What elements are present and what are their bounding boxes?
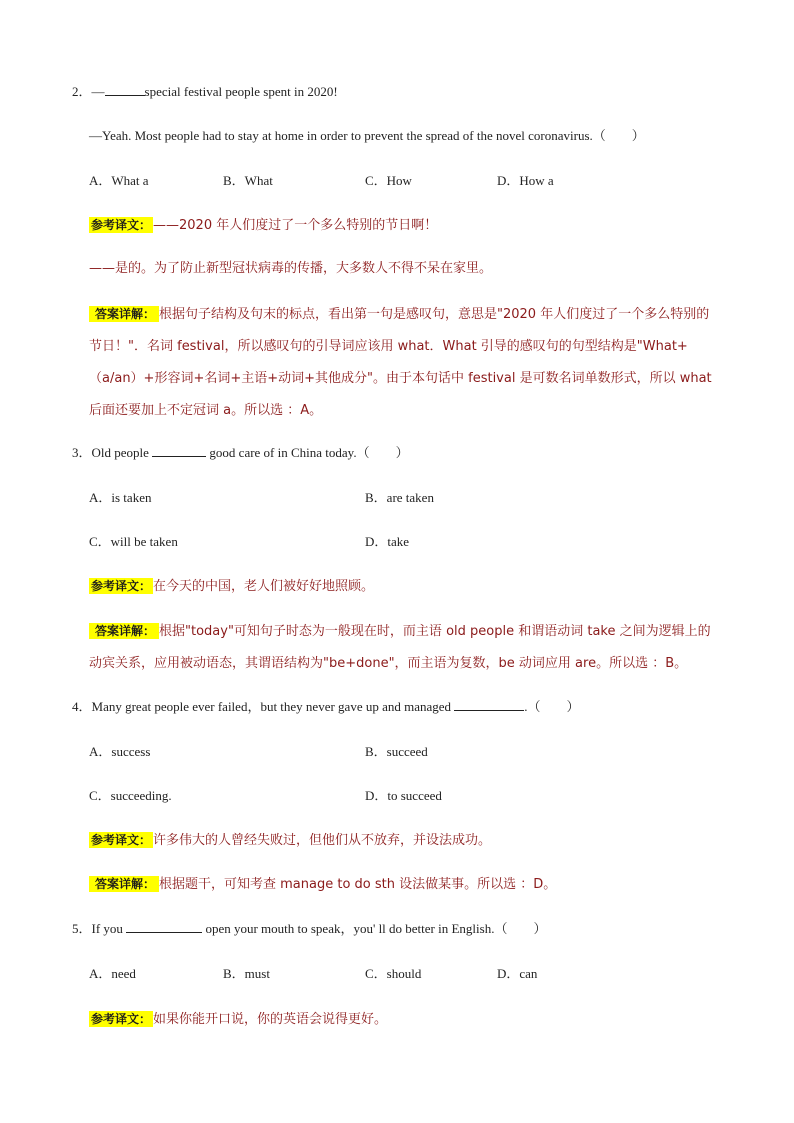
option-b: B．must — [223, 966, 270, 981]
option-d: D．can — [497, 966, 538, 981]
question-number: 4． — [72, 699, 92, 714]
option-a: A．What a — [89, 173, 149, 188]
translation-label: 参考译文： — [91, 579, 152, 593]
translation-row — [89, 577, 374, 596]
translation-row — [89, 216, 437, 235]
translation-row — [89, 1010, 387, 1029]
question-5-stem — [72, 920, 546, 938]
question-number: 3． — [72, 445, 92, 460]
question-text: Many great people ever failed，but they never gave up and managed — [91, 699, 452, 714]
option-b: B．succeed — [365, 744, 428, 759]
translation-label: 参考译文： — [91, 1012, 152, 1026]
option-d: D．take — [365, 534, 410, 549]
explanation-row — [89, 298, 721, 426]
explanation-row — [89, 875, 556, 894]
question-4-stem — [72, 698, 580, 716]
explanation-text: 根据句子结构及句末的标点，看出第一句是感叹句，意思是"2020 年人们度过了一个多么特别的节日！"．名词 festival，所以感叹句的引导词应该用 what．What 引导的感叹句的句型结构是"What+（a/an）+形容词+名词+主语+动词+其他成分"。由于本句话中 festival 是可数名词单数形式，所以 what 后面还要加上不定冠词 a。所以选 ：A。 — [89, 307, 712, 418]
question-text: good care of in China today.（ ） — [209, 445, 409, 460]
question-text: Old people — [91, 445, 149, 460]
answer-blank — [105, 83, 145, 96]
explanation-text: 根据"today"可知句子时态为一般现在时，而主语 old people 和谓语动词 take 之间为逻辑上的动宾关系，应用被动语态，其谓语结构为"be+done"，而主语为复数，be 动词应用 are。所以选 ：B。 — [89, 624, 711, 671]
option-b: B．What — [223, 173, 273, 188]
explanation-label: 答案详解： — [89, 876, 159, 892]
question-text: .（ ） — [524, 699, 580, 714]
translation-text: 在今天的中国，老人们被好好地照顾。 — [153, 579, 375, 594]
translation-text-2: ——是的。为了防止新型冠状病毒的传播，大多数人不得不呆在家里。 — [89, 261, 493, 276]
option-a: A．success — [89, 744, 151, 759]
option-c: C．should — [365, 966, 422, 981]
option-d: D．to succeed — [365, 788, 442, 803]
answer-blank — [454, 698, 524, 711]
answer-blank — [126, 920, 202, 933]
question-3-stem — [72, 444, 409, 462]
question-number: 2． — [72, 84, 92, 99]
explanation-row — [89, 615, 721, 679]
option-d: D．How a — [497, 173, 554, 188]
question-text: — — [91, 84, 105, 99]
translation-text: ——2020 年人们度过了一个多么特别的节日啊！ — [153, 218, 438, 233]
option-a: A．need — [89, 966, 136, 981]
answer-blank — [152, 444, 206, 457]
question-2-stem — [72, 83, 338, 101]
translation-row — [89, 831, 491, 850]
option-c: C．will be taken — [89, 534, 178, 549]
question-text: If you — [91, 921, 123, 936]
translation-text: 如果你能开口说，你的英语会说得更好。 — [153, 1012, 388, 1027]
translation-label: 参考译文： — [91, 218, 152, 232]
option-c: C．succeeding. — [89, 788, 172, 803]
option-a: A．is taken — [89, 490, 152, 505]
question-2-reply: —Yeah. Most people had to stay at home in order to prevent the spread of the novel coronavirus.（ ） — [89, 128, 645, 143]
question-text: special festival people spent in 2020! — [144, 84, 338, 99]
translation-label: 参考译文： — [91, 833, 152, 847]
question-text: open your mouth to speak，you' ll do better in English.（ ） — [205, 921, 547, 936]
option-b: B．are taken — [365, 490, 434, 505]
question-number: 5． — [72, 921, 92, 936]
translation-text: 许多伟大的人曾经失败过，但他们从不放弃，并设法成功。 — [153, 833, 492, 848]
explanation-text: 根据题干，可知考查 manage to do sth 设法做某事。所以选 ：D。 — [159, 877, 557, 892]
option-c: C．How — [365, 173, 412, 188]
explanation-label: 答案详解： — [89, 306, 159, 322]
explanation-label: 答案详解： — [89, 623, 159, 639]
